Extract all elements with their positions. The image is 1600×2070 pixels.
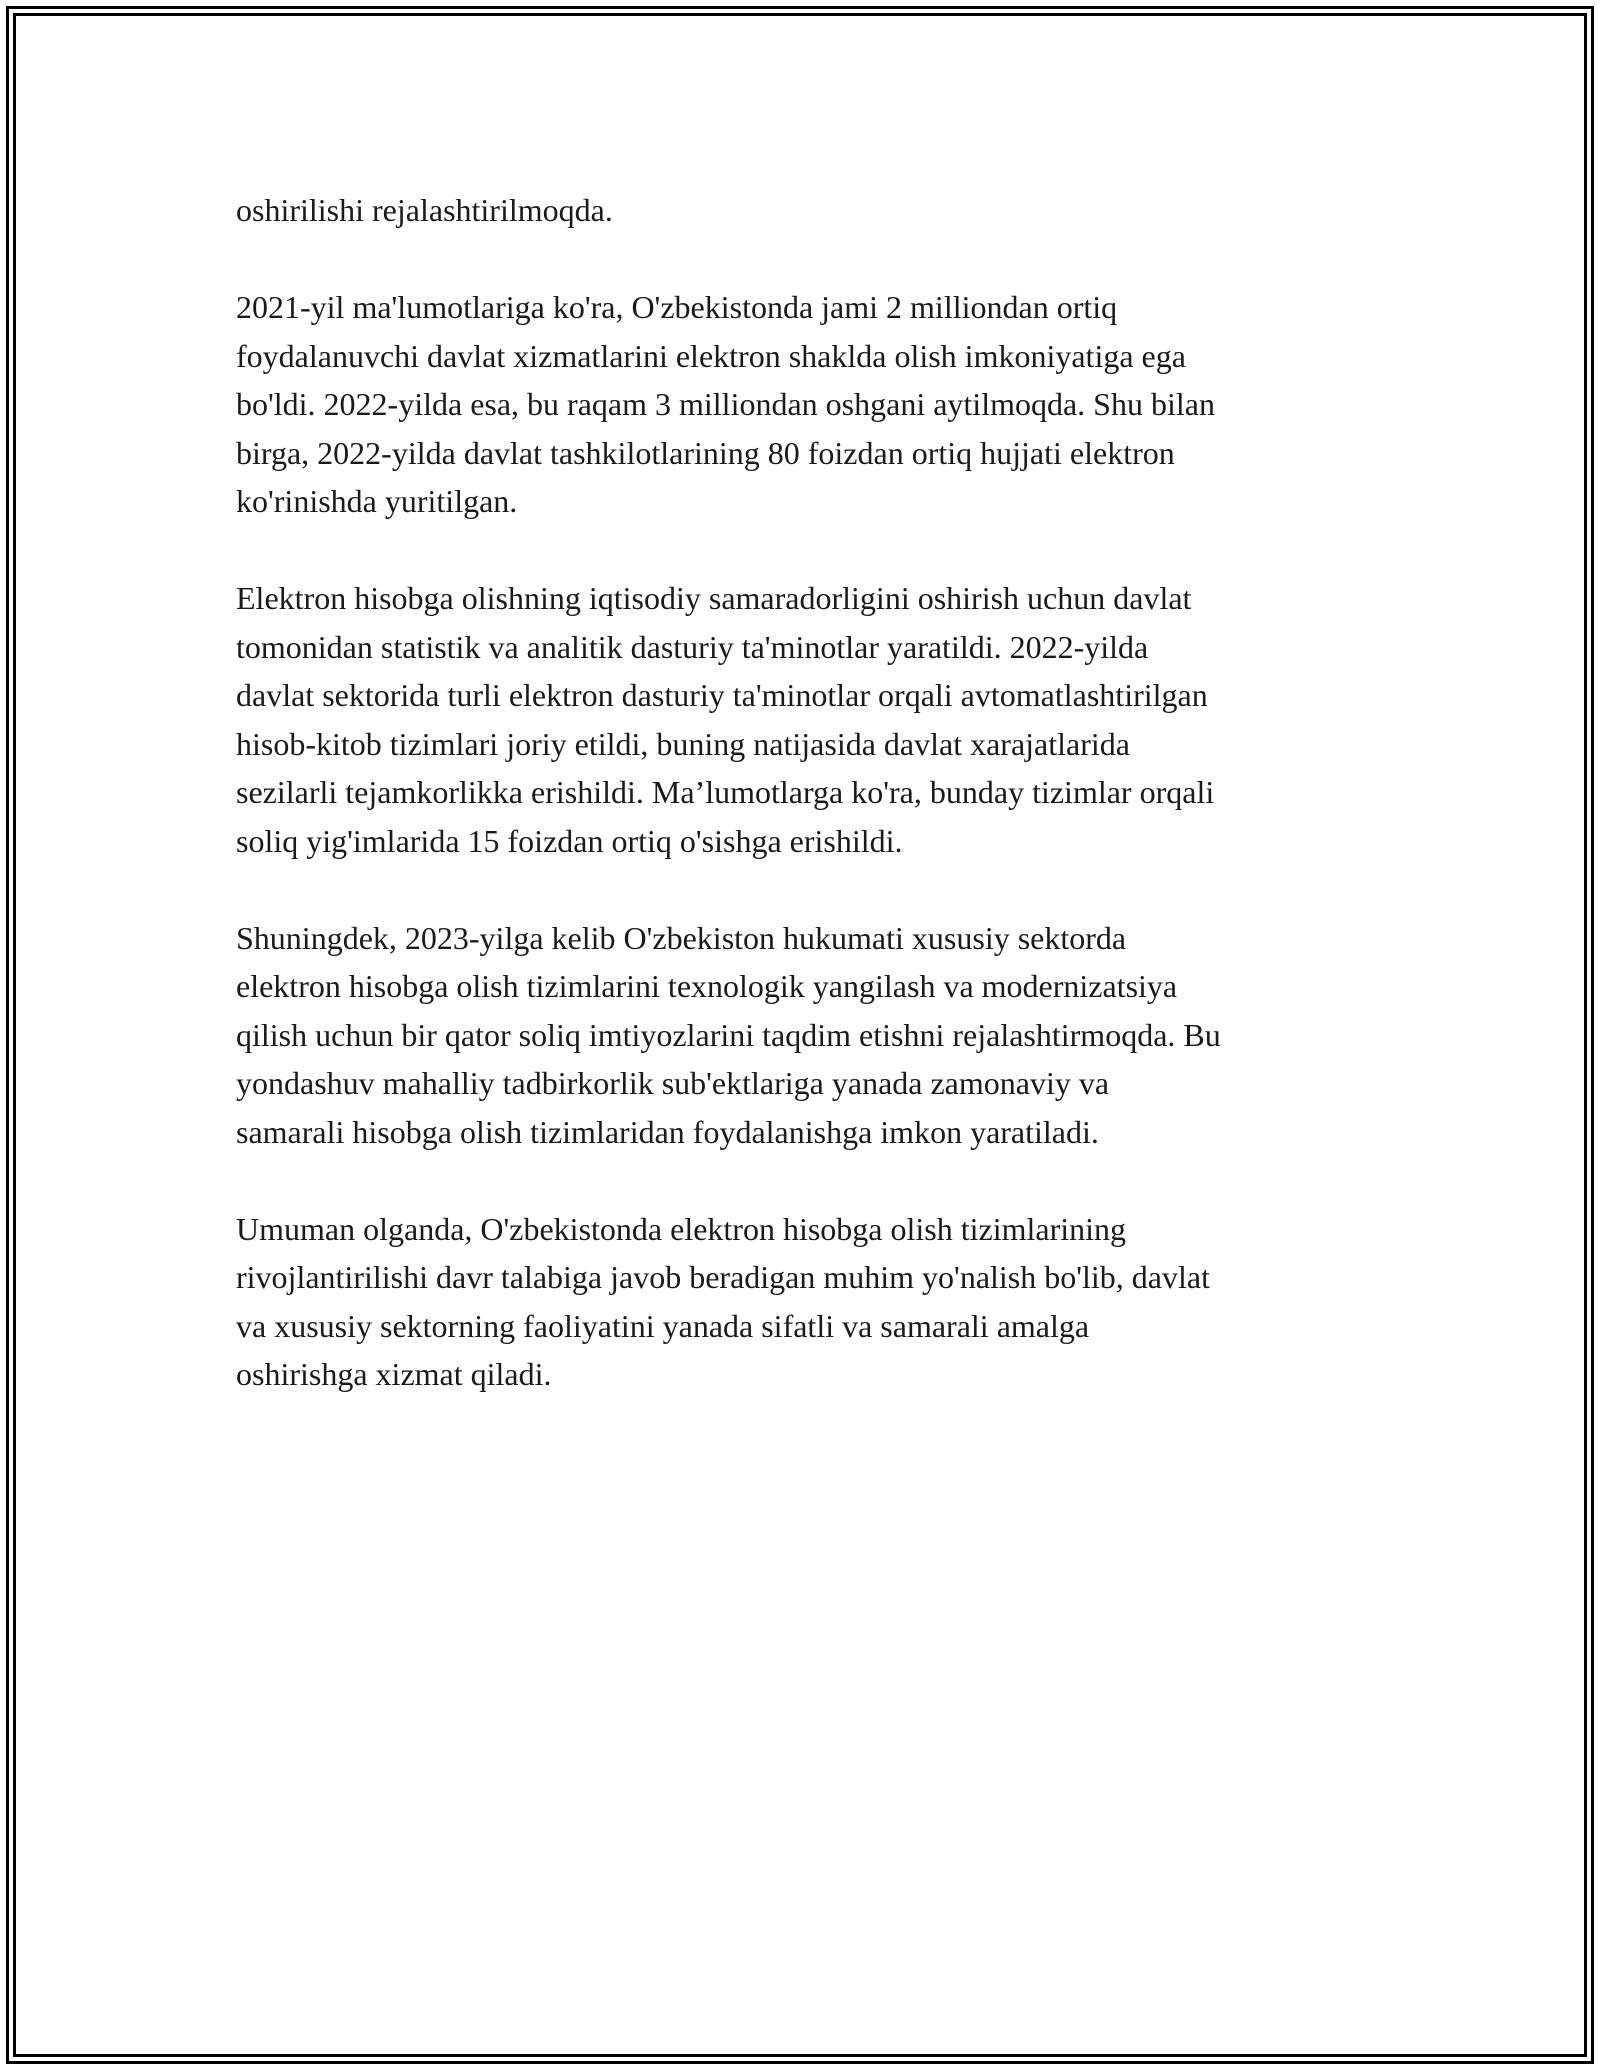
paragraph-continuation: oshirilishi rejalashtirilmoqda. [236, 192, 613, 228]
paragraph-2023-plans: Shuningdek, 2023-yilga kelib O'zbekiston hukumati xususiy sektorda elektron hisobga olish tizimlarini texnologik yangilash va modernizatsiya qilish uchun bir qator soliq imtiyozlarini taqdim etishni rejalashtirmoqda. Bu yondashuv mahalliy tadbirkorlik sub'ektlariga yanada zamonaviy va samarali hisobga olish tizimlaridan foydalanishga imkon yaratiladi. [236, 919, 1221, 1150]
document-body [236, 186, 1376, 1447]
paragraph-economic-efficiency: Elektron hisobga olishning iqtisodiy samaradorligini oshirish uchun davlat tomonidan statistik va analitik dasturiy ta'minotlar yaratildi. 2022-yilda davlat sektorida turli elektron dasturiy ta'minotlar orqali avtomatlashtirilgan hisob-kitob tizimlari joriy etildi, buning natijasida davlat xarajatlarida sezilarli tejamkorlikka erishildi. Ma’lumotlarga ko'ra, bunday tizimlar orqali soliq yig'imlarida 15 foizdan ortiq o'sishga erishildi. [236, 580, 1215, 859]
paragraph-conclusion: Umuman olganda, O'zbekistonda elektron hisobga olish tizimlarining rivojlantirilishi davr talabiga javob beradigan muhim yo'nalish bo'lib, davlat va xususiy sektorning faoliyatini yanada sifatli va samarali amalga oshirishga xizmat qiladi. [236, 1210, 1210, 1392]
paragraph-2021-statistics: 2021-yil ma'lumotlariga ko'ra, O'zbekistonda jami 2 milliondan ortiq foydalanuvchi davlat xizmatlarini elektron shaklda olish imkoniyatiga ega bo'ldi. 2022-yilda esa, bu raqam 3 milliondan oshgani aytilmoqda. Shu bilan birga, 2022-yilda davlat tashkilotlarining 80 foizdan ortiq hujjati elektron ko'rinishda yuritilgan. [236, 289, 1215, 519]
